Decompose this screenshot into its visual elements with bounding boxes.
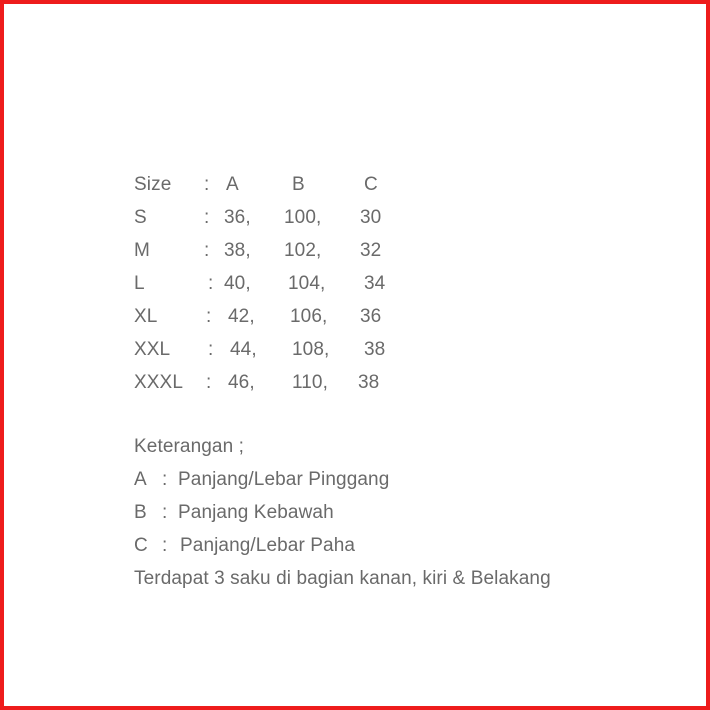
note-text: Panjang/Lebar Pinggang [178,469,390,490]
row-value-c: 32 [360,240,382,261]
row-value-b: 108, [292,339,330,360]
row-value-c: 34 [364,273,386,294]
row-colon: : [208,273,214,294]
row-value-c: 38 [364,339,386,360]
header-b: B [292,174,305,195]
note-colon: : [162,469,168,490]
header-colon: : [204,174,210,195]
row-value-b: 102, [284,240,322,261]
row-value-a: 42, [228,306,255,327]
row-colon: : [206,372,212,393]
note-letter: C [134,535,148,556]
row-size-label: XL [134,306,158,327]
row-value-a: 38, [224,240,251,261]
row-value-a: 40, [224,273,251,294]
row-size-label: XXL [134,339,171,360]
note-letter: B [134,502,147,523]
row-colon: : [204,240,210,261]
header-a: A [226,174,239,195]
row-value-b: 104, [288,273,326,294]
row-value-a: 46, [228,372,255,393]
row-value-a: 36, [224,207,251,228]
row-value-c: 36 [360,306,382,327]
row-size-label: S [134,207,147,228]
row-colon: : [206,306,212,327]
notes-title: Keterangan ; [134,436,245,457]
row-value-c: 30 [360,207,382,228]
row-size-label: L [134,273,145,294]
row-value-b: 110, [292,372,328,393]
header-size: Size [134,174,172,195]
row-value-b: 106, [290,306,328,327]
row-size-label: XXXL [134,372,183,393]
row-colon: : [208,339,214,360]
note-text: Panjang/Lebar Paha [180,535,356,556]
notes-footer: Terdapat 3 saku di bagian kanan, kiri & Belakang [134,568,551,589]
note-letter: A [134,469,147,490]
row-value-c: 38 [358,372,380,393]
row-colon: : [204,207,210,228]
row-value-a: 44, [230,339,257,360]
row-value-b: 100, [284,207,322,228]
note-colon: : [162,535,168,556]
note-text: Panjang Kebawah [178,502,334,523]
note-colon: : [162,502,168,523]
header-c: C [364,174,378,195]
row-size-label: M [134,240,150,261]
